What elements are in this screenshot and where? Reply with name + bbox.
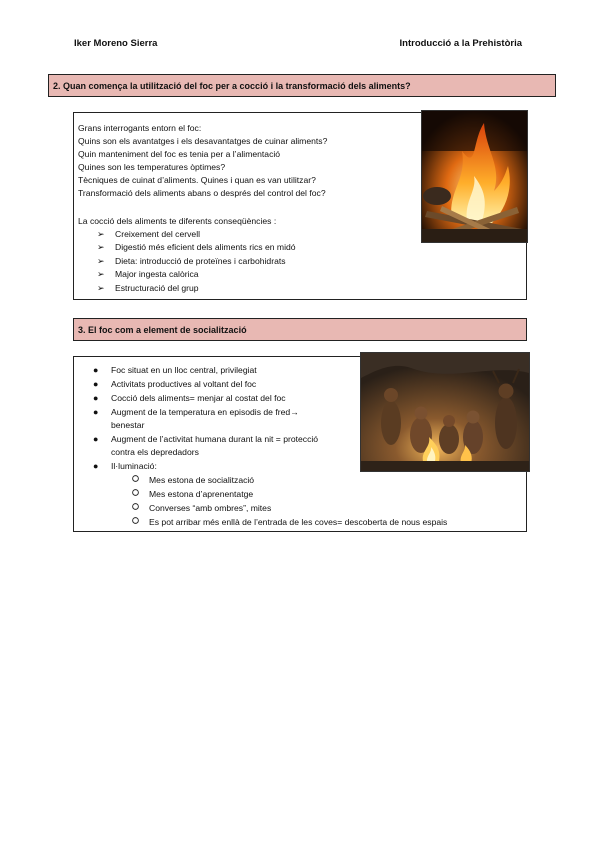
list-item: ● Activitats productives al voltant del foc [93,379,257,389]
consequence-item: ➢ Creixement del cervell [97,229,201,239]
list-item: ● Cocció dels aliments= menjar al costat del foc [93,393,286,403]
cave-people-fire-illustration [361,353,529,471]
list-item: ● Augment de la temperatura en episodis de fred→ [93,407,299,417]
sub-list-item: Mes estona d’aprenentatge [131,488,253,500]
bullet-icon: ● [93,379,99,389]
consequences-intro: La cocció dels aliments te diferents conseqüències : [78,216,277,226]
sub-list-item: Mes estona de socialització [131,474,254,486]
cave-scene-image [360,352,530,472]
arrow-bullet-icon: ➢ [97,269,105,279]
question-line: Quin manteniment del foc es tenia per a l’alimentació [78,149,281,159]
question-line: Tècniques de cuinat d’aliments. Quines i quan es van utilitzar? [78,175,316,185]
arrow-bullet-icon: ➢ [97,229,105,239]
question-line: Quines son les temperatures òptimes? [78,162,226,172]
list-item: ● Il·luminació: [93,461,157,471]
list-item: ● Foc situat en un lloc central, privilegiat [93,365,257,375]
sub-list-item: Converses “amb ombres”, mites [131,502,271,514]
arrow-bullet-icon: ➢ [97,283,105,293]
campfire-image [421,110,528,243]
sub-list-item: Es pot arribar més enllà de l’entrada de les coves= descoberta de nous espais [131,516,447,528]
campfire-illustration [422,111,527,242]
bullet-icon: ● [93,461,99,471]
consequence-item: ➢ Dieta: introducció de proteïnes i carbohidrats [97,256,286,266]
section-3-title-text: 3. El foc com a element de socialització [78,324,247,335]
bullet-icon: ● [93,365,99,375]
section-2-title [48,74,556,97]
question-line: Grans interrogants entorn el foc: [78,123,202,133]
section-3-title [73,318,527,341]
question-line: Quins son els avantatges i els desavantatges de cuinar aliments? [78,136,328,146]
bullet-icon: ● [93,434,99,444]
consequence-item: ➢ Major ingesta calòrica [97,269,199,279]
list-item-continuation: benestar [111,420,145,430]
consequence-item: ➢ Estructuració del grup [97,283,199,293]
bullet-icon: ● [93,393,99,403]
hollow-circle-bullet-icon [131,488,140,497]
hollow-circle-bullet-icon [131,474,140,483]
arrow-bullet-icon: ➢ [97,256,105,266]
consequence-item: ➢ Digestió més eficient dels aliments rics en midó [97,242,296,252]
question-line: Transformació dels aliments abans o després del control del foc? [78,188,326,198]
hollow-circle-bullet-icon [131,516,140,525]
list-item-continuation: contra els depredadors [111,447,199,457]
bullet-icon: ● [93,407,99,417]
hollow-circle-bullet-icon [131,502,140,511]
author-name: Iker Moreno Sierra [74,38,158,49]
list-item: ● Augment de l’activitat humana durant la nit = protecció [93,434,319,444]
course-title: Introducció a la Prehistòria [399,38,522,49]
arrow-bullet-icon: ➢ [97,242,105,252]
section-2-title-text: 2. Quan comença la utilització del foc per a cocció i la transformació dels aliments? [53,80,411,91]
